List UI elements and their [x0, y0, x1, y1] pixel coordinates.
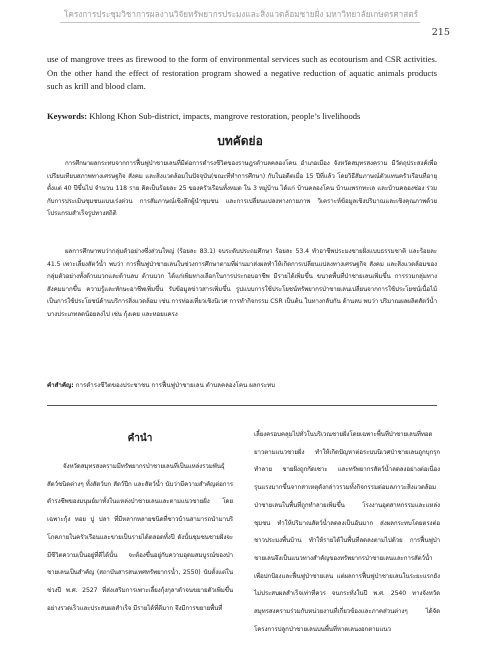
section-divider [47, 405, 437, 406]
thai-abstract-paragraph-2: ผลการศึกษาพบว่ากลุ่มตัวอย่างซึ่งส่วนใหญ่ (ร้อยละ 83.1) จบระดับประถมศึกษา ร้อยละ 53.4 ทำอาชีพประมงชายฝั่งแบบธรรมชาติ และร้อยละ 41.5 เพาะเลี้ยงสัตว์น้ำ พบว่า การฟื้นฟูป่าชายเลนในช่วงการศึกษาตามที่ผ่านมาส่งผลทำให้เกิดการเปลี่ยนแปลงทางเศรษฐกิจ สังคม และสิ่งแวดล้อมของกลุ่มตัวอย่างทั้งด้านบวกและด้านลบ ด้านบวก ได้แก่เพิ่มทางเลือกในการประกอบอาชีพ มีรายได้เพิ่มขึ้น ขนาดพื้นที่ป่าชายเลนเพิ่มขึ้น การรวมกลุ่มทางสังคมมากขึ้น ความรู้และทักษะอาชีพเพิ่มขึ้น รับข้อมูลข่าวสารเพิ่มขึ้น รูปแบบการใช้ประโยชน์ทรัพยากรป่าชายเลนเปลี่ยนจากการใช้ประโยชน์เนื้อไม้เป็นการใช้ประโยชน์ด้านบริการสิ่งแวดล้อม เช่น การท่องเที่ยวเชิงนิเวศ การทำกิจกรรม CSR เป็นต้น ในทางกลับกัน ด้านลบ พบว่า ปริมาณผลผลิตสัตว์น้ำบางประเภทลดน้อยลงไป เช่น กุ้งเคย และหอยแครง [47, 248, 437, 318]
english-abstract-text: use of mangrove trees as firewood to the form of environmental services such as ecotourism and CSR activities. On the other hand the effect of restoration program showed a negative reduction of aquatic animals products such as krill and blood clam. [47, 54, 437, 92]
english-keywords [47, 110, 447, 122]
thai-keywords-label: คำสำคัญ: [47, 382, 74, 389]
introduction-heading: คำนำ [127, 433, 153, 444]
thai-keywords-text: การดำรงชีวิตของประชาชน การฟื้นฟูป่าชายเลน ตำบลคลองโคน ผลกระทบ [75, 382, 276, 389]
header-rule [60, 22, 420, 23]
introduction-left-column: จังหวัดสมุทรสงครามมีทรัพยากรป่าชายเลนที่เป็นแหล่งรวมพันธุ์สัตว์ชนิดต่างๆ ทั้งสัตว์บก สัตว์ปีก และสัตว์น้ำ นับว่ามีความสำคัญต่อการดำรงชีพของมนุษย์มาทั้งในแหล่งป่าชายเลนและตามแนวชายฝั่ง โดยเฉพาะกุ้ง หอย ปู ปลา ที่มีหลากหลายชนิดที่ชาวบ้านสามารถนำมาบริโภคภายในครัวเรือนและขายเป็นรายได้ตลอดทั้งปี ดังนั้นชุมชนชายฝั่งจะมีชีวิตความเป็นอยู่ที่ดีได้นั้น จะต้องขึ้นอยู่กับความอุดมสมบูรณ์ของป่าชายเลนเป็นสำคัญ (สถาบันสารสนเทศทรัพยากรน้ำ, 2550) นับตั้งแต่ในช่วงปี พ.ศ. 2527 ที่ส่งเสริมการเพาะเลี้ยงกุ้งกุลาดำจนขยายตัวเพิ่มขึ้นอย่างรวดเร็วและประสบผลสำเร็จ มีรายได้ที่ดีมาก จึงมีการขยายพื้นที่ [47, 463, 233, 612]
english-keywords-label: Keywords: [47, 111, 88, 121]
thai-abstract-paragraph-1: การศึกษาผลกระทบจากการฟื้นฟูป่าชายเลนที่มีต่อการดำรงชีวิตของราษฎรตำบลคลองโคน อำเภอเมือง จังหวัดสมุทรสงคราม มีวัตถุประสงค์เพื่อเปรียบเทียบสภาพทางเศรษฐกิจ สังคม และสิ่งแวดล้อมในปัจจุบัน(ขณะที่ทำการศึกษา) กับในอดีตเมื่อ 15 ปีที่แล้ว โดยวิธีสัมภาษณ์ตัวแทนครัวเรือนที่อายุตั้งแต่ 40 ปีขึ้นไป จำนวน 118 ราย คิดเป็นร้อยละ 25 ของครัวเรือนทั้งหมด ใน 3 หมู่บ้าน ได้แก่ บ้านคลองโคน บ้านแพรกทะเล และบ้านคลองช่อง ร่วมกับการประเมินชุมชนแบบเร่งด่วน การสัมภาษณ์เชิงลึกผู้นำชุมชน และการเปลี่ยนแปลงทางกายภาพ วิเคราะห์ข้อมูลเชิงปริมาณและเชิงคุณภาพด้วยโปรแกรมสำเร็จรูปทางสถิติ [47, 160, 437, 218]
page-number: 215 [431, 27, 450, 38]
introduction-right-column: เลี้ยงครอบคลุมไปทั่วในบริเวณชายฝั่งโดยเฉพาะพื้นที่ป่าชายเลนที่ทอดยาวตามแนวชายฝั่ง ทำให้เกิดปัญหาต่อระบบนิเวศป่าชายเลนถูกบุกรุกทำลาย ชายฝั่งถูกกัดเซาะ และทรัพยากรสัตว์น้ำลดลงอย่างต่อเนื่อง รุนแรงมากขึ้นจากสาเหตุดังกล่าวรวมทั้งกิจกรรมต่อมลภาวะสิ่งแวดล้อม ป่าชายเลนในพื้นที่ถูกทำลายเพิ่มขึ้น โรงงานอุตสาหกรรมและแหล่งชุมชน ทำให้ปริมาณสัตว์น้ำลดลงเป็นอันมาก ส่งผลกระทบโดยตรงต่อชาวประมงพื้นบ้าน ทำให้รายได้ในพื้นที่ลดลงตามไปด้วย การฟื้นฟูป่าชายเลนจึงเป็นแนวทางสำคัญของทรัพยากรป่าชายเลนและการสัตว์น้ำเพื่อปกป้องและฟื้นฟูป่าชายเลน แต่ผลการฟื้นฟูป่าชายเลนในระยะแรกยังไม่ประสบผลสำเร็จเท่าที่ควร จนกระทั่งในปี พ.ศ. 2540 ทางจังหวัดสมุทรสงครามร่วมกับหน่วยงานที่เกี่ยวข้องและภาคส่วนต่างๆ ได้จัดโครงการปลูกป่าชายเลนบนพื้นที่หาดเลนงอกตามแนว [254, 431, 440, 633]
thai-keywords [47, 380, 447, 390]
running-header: โครงการประชุมวิชาการผลงานวิจัยทรัพยากรประมงและสิ่งแวดล้อมชายฝั่ง มหาวิทยาลัยเกษตรศาสตร์ [64, 9, 418, 19]
english-keywords-text: Khlong Khon Sub-district, impacts, mangrove restoration, people’s livelihoods [89, 111, 361, 121]
thai-abstract-heading: บทคัดย่อ [217, 134, 263, 148]
